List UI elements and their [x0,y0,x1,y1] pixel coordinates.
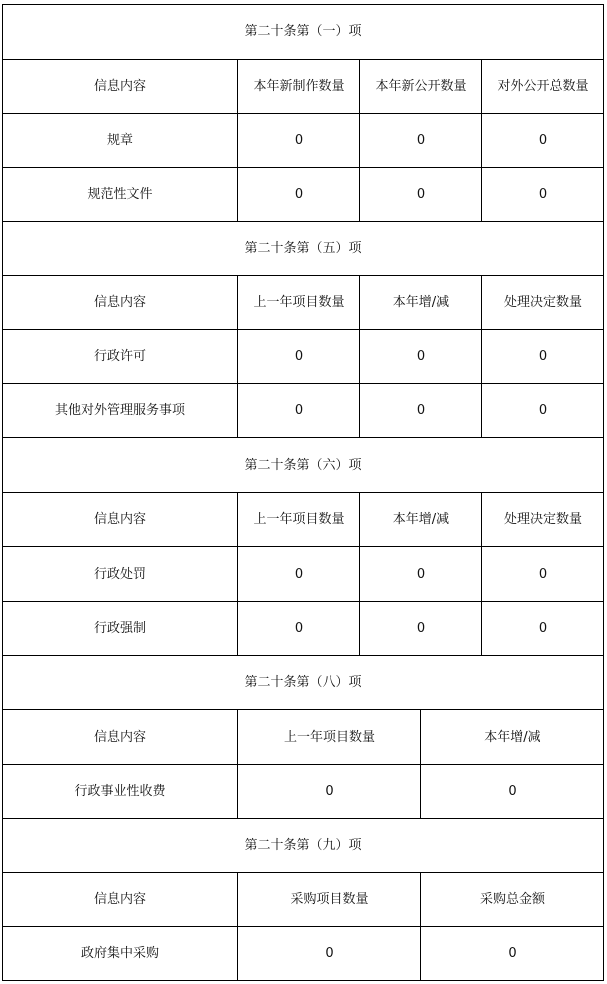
header-info-content: 信息内容 [93,892,146,908]
row-value: 0 [538,621,548,637]
header-new-made-count: 本年新制作数量 [253,79,345,95]
section-title: 第二十条第（五）项 [244,241,362,257]
header-purchase-amount: 采购总金额 [479,892,545,908]
header-info-content: 信息内容 [93,79,146,95]
header-info-content: 信息内容 [93,512,146,528]
row-value: 0 [325,946,334,962]
grid-line [2,221,604,222]
row-value: 0 [508,946,517,962]
grid-line [481,492,482,656]
row-value: 0 [294,403,304,419]
grid-line [2,167,604,168]
grid-line [481,275,482,438]
row-value: 0 [325,784,334,800]
header-decision-count: 处理决定数量 [503,512,582,528]
row-value: 0 [538,403,548,419]
row-label: 行政事业性收费 [74,784,166,800]
row-value: 0 [294,349,304,365]
row-value: 0 [294,187,304,203]
row-label: 规章 [106,133,133,149]
header-prev-year-count: 上一年项目数量 [283,729,375,745]
row-value: 0 [416,187,426,203]
header-info-content: 信息内容 [93,295,146,311]
grid-line [420,709,421,819]
header-year-change: 本年增/减 [484,729,541,745]
grid-line [2,980,604,981]
row-value: 0 [538,566,548,582]
grid-line [420,872,421,981]
grid-line [2,709,604,710]
grid-line [2,4,3,981]
grid-line [2,601,604,602]
header-year-change: 本年增/减 [392,512,450,528]
header-year-change: 本年增/减 [392,295,450,311]
grid-line [2,872,604,873]
grid-line [2,4,604,5]
grid-line [2,329,604,330]
grid-line [2,655,604,656]
grid-line [237,492,238,656]
grid-line [603,4,604,981]
row-value: 0 [416,566,426,582]
row-value: 0 [538,133,548,149]
grid-line [2,492,604,493]
grid-line [2,383,604,384]
row-value: 0 [538,349,548,365]
row-value: 0 [294,133,304,149]
grid-line [2,926,604,927]
header-prev-year-count: 上一年项目数量 [253,295,345,311]
grid-line [2,113,604,114]
row-value: 0 [294,621,304,637]
row-value: 0 [416,403,426,419]
grid-line [237,709,238,819]
row-value: 0 [294,566,304,582]
grid-line [237,872,238,981]
grid-line [237,275,238,438]
grid-line [2,546,604,547]
section-title: 第二十条第（八）项 [244,675,362,691]
row-label: 规范性文件 [87,187,153,203]
grid-line [2,818,604,819]
header-new-public-count: 本年新公开数量 [375,79,467,95]
row-label: 政府集中采购 [80,946,159,962]
row-label: 行政强制 [93,621,146,637]
row-value: 0 [416,349,426,365]
grid-line [481,59,482,222]
row-value: 0 [538,187,548,203]
row-value: 0 [416,133,426,149]
header-total-public-count: 对外公开总数量 [497,79,589,95]
header-decision-count: 处理决定数量 [503,295,582,311]
grid-line [359,492,360,656]
row-label: 行政许可 [93,349,146,365]
grid-line [359,275,360,438]
grid-line [237,59,238,222]
section-title: 第二十条第（六）项 [244,457,362,473]
row-value: 0 [508,784,517,800]
header-prev-year-count: 上一年项目数量 [253,512,345,528]
row-value: 0 [416,621,426,637]
grid-line [2,59,604,60]
row-label: 其他对外管理服务事项 [54,403,185,419]
header-purchase-count: 采购项目数量 [290,892,369,908]
header-info-content: 信息内容 [93,729,146,745]
section-title: 第二十条第（九）项 [244,838,362,854]
grid-line [2,764,604,765]
section-title: 第二十条第（一）项 [244,24,362,40]
grid-line [359,59,360,222]
row-label: 行政处罚 [93,566,146,582]
grid-line [2,275,604,276]
grid-line [2,437,604,438]
